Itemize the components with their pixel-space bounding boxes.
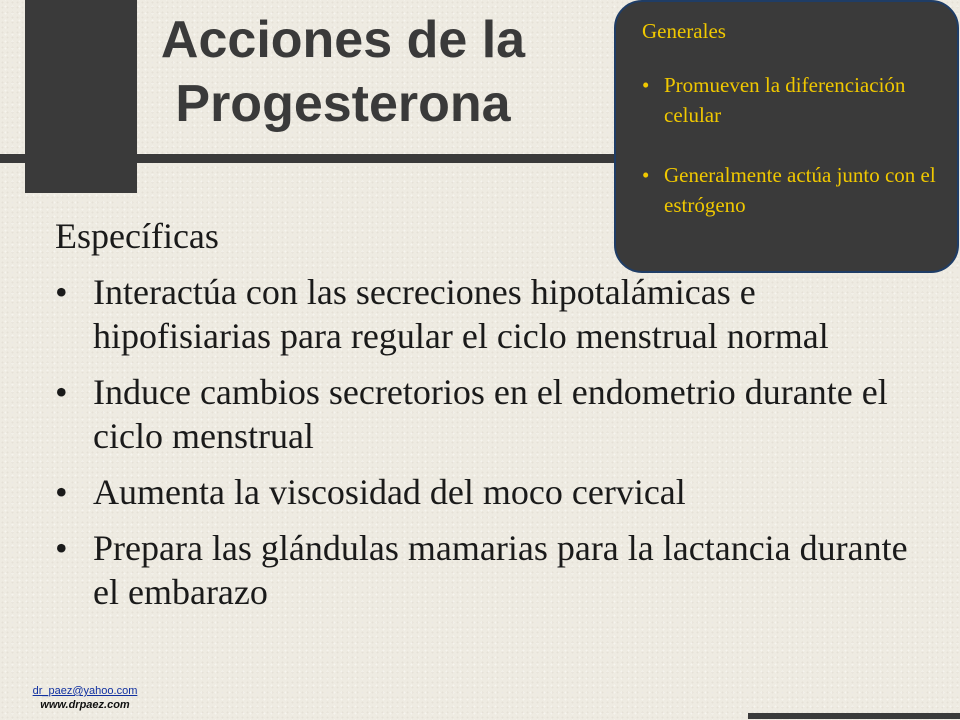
website-text: www.drpaez.com (40, 699, 130, 711)
slide-title (128, 8, 558, 136)
main-heading: Específicas (55, 216, 219, 256)
bullet-icon: • (55, 372, 68, 412)
main-list (55, 270, 915, 614)
email-link[interactable]: dr_paez@yahoo.com (32, 685, 138, 697)
bullet-icon: • (55, 528, 68, 568)
main-item-text: Interactúa con las secreciones hipotalámicas e hipofisiarias para regular el ciclo menstrual normal (93, 272, 829, 356)
main-list-item (55, 370, 915, 458)
footer (20, 684, 150, 712)
slide-title-line-1: Acciones de la (160, 11, 526, 69)
callout-item-text: Generalmente actúa junto con el estrógeno (664, 163, 936, 217)
callout-heading: Generales (642, 19, 726, 43)
main-content (55, 214, 915, 626)
callout-list (642, 70, 939, 220)
main-item-text: Aumenta la viscosidad del moco cervical (93, 472, 686, 512)
callout-list-item (642, 70, 939, 130)
main-item-text: Prepara las glándulas mamarias para la lactancia durante el embarazo (93, 528, 908, 612)
bullet-icon: • (642, 163, 650, 187)
main-list-item (55, 470, 915, 514)
bottom-accent-bar (748, 713, 960, 719)
main-list-item (55, 526, 915, 614)
main-list-item (55, 270, 915, 358)
callout-list-item (642, 160, 939, 220)
bullet-icon: • (55, 272, 68, 312)
callout-item-text: Promueven la diferenciación celular (664, 73, 906, 127)
title-vertical-bar (25, 0, 137, 193)
slide-title-line-2: Progesterona (175, 75, 511, 133)
bullet-icon: • (55, 472, 68, 512)
bullet-icon: • (642, 73, 650, 97)
main-item-text: Induce cambios secretorios en el endometrio durante el ciclo menstrual (93, 372, 888, 456)
